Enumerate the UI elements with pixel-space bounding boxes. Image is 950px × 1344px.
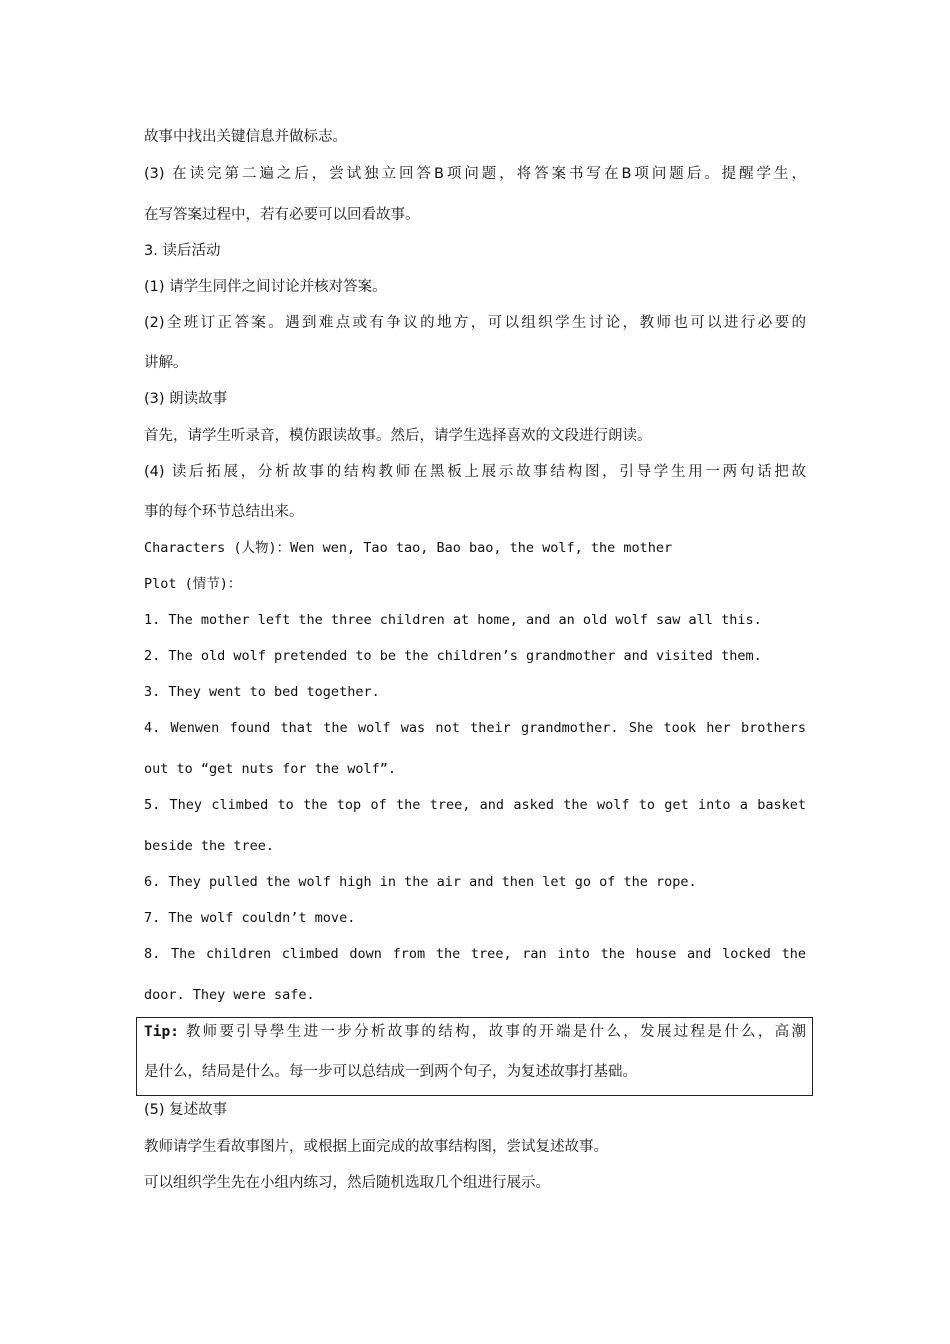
plot-item: 5. They climbed to the top of the tree, and asked the wolf to get into a basket — [144, 797, 806, 813]
text-line: (2)全班订正答案。遇到难点或有争议的地方，可以组织学生讨论，教师也可以进行必要的 — [144, 315, 806, 331]
tip-line: 是什么，结局是什么。每一步可以总结成一到两个句子，为复述故事打基础。 — [144, 1064, 637, 1080]
plot-item: 3. They went to bed together. — [144, 684, 380, 700]
text-line: 故事中找出关键信息并做标志。 — [144, 129, 347, 145]
tip-label: Tip: — [144, 1024, 179, 1040]
plot-item: 2. The old wolf pretended to be the children’s grandmother and visited them. — [144, 648, 762, 664]
tip-text: 教师要引导學生进一步分析故事的结构，故事的开端是什么，发展过程是什么，高潮 — [178, 1024, 806, 1040]
text-line: 讲解。 — [144, 355, 188, 371]
text-line: 事的每个环节总结出来。 — [144, 504, 304, 520]
plot-item: 6. They pulled the wolf high in the air and then let go of the rope. — [144, 874, 697, 890]
text-line: 可以组织学生先在小组内练习，然后随机选取几个组进行展示。 — [144, 1175, 550, 1191]
section-heading: (5) 复述故事 — [144, 1102, 228, 1118]
text-line: (4) 读后拓展，分析故事的结构教师在黑板上展示故事结构图，引导学生用一两句话把故 — [144, 464, 806, 480]
text-line: (1) 请学生同伴之间讨论并核对答案。 — [144, 279, 387, 295]
plot-item: 4. Wenwen found that the wolf was not their grandmother. She took her brothers — [144, 720, 806, 736]
plot-item: 7. The wolf couldn’t move. — [144, 910, 356, 926]
plot-heading: Plot (情节)： — [144, 576, 242, 592]
text-line: 教师请学生看故事图片，或根据上面完成的故事结构图，尝试复述故事。 — [144, 1139, 608, 1155]
text-line: 在写答案过程中，若有必要可以回看故事。 — [144, 207, 420, 223]
plot-item: 1. The mother left the three children at home, and an old wolf saw all this. — [144, 612, 762, 628]
plot-item-continued: beside the tree. — [144, 838, 275, 854]
text-line: 首先，请学生听录音，模仿跟读故事。然后，请学生选择喜欢的文段进行朗读。 — [144, 428, 652, 444]
characters-line: Characters (人物)：Wen wen, Tao tao, Bao bao, the wolf, the mother — [144, 540, 673, 556]
plot-item-continued: out to “get nuts for the wolf”. — [144, 761, 396, 777]
tip-line — [144, 1022, 806, 1042]
text-line: (3) 朗读故事 — [144, 391, 228, 407]
plot-item: 8. The children climbed down from the tree, ran into the house and locked the — [144, 946, 806, 962]
plot-item-continued: door. They were safe. — [144, 987, 315, 1003]
section-heading: 3. 读后活动 — [144, 243, 221, 259]
text-line: (3) 在读完第二遍之后，尝试独立回答B项问题，将答案书写在B项问题后。提醒学生， — [144, 166, 806, 182]
